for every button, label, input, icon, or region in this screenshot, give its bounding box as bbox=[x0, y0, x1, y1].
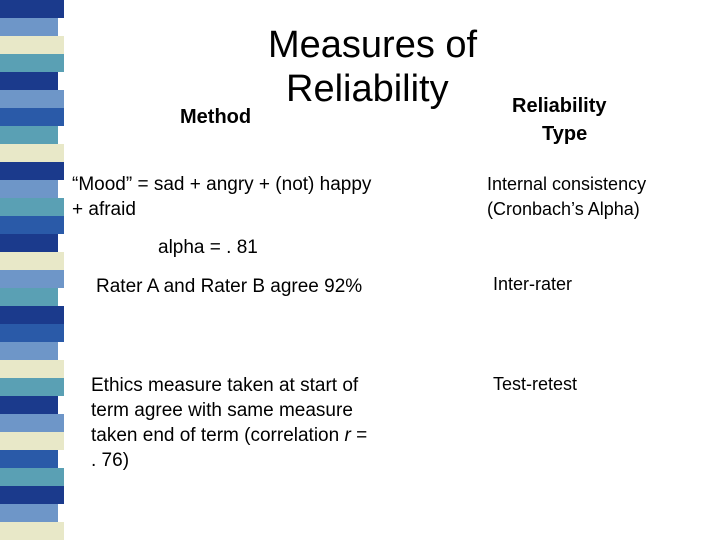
row1-alpha-note: alpha = . 81 bbox=[158, 237, 258, 258]
stripe-block bbox=[0, 378, 64, 396]
stripe-block bbox=[0, 198, 64, 216]
row2-method-line1: Rater A and Rater B agree 92% bbox=[96, 276, 363, 297]
stripe-block bbox=[0, 468, 64, 486]
row3-method-line3 bbox=[91, 423, 367, 448]
stripe-block bbox=[0, 108, 64, 126]
stripe-block bbox=[0, 0, 64, 18]
stripe-block bbox=[0, 360, 64, 378]
correlation-symbol: r bbox=[344, 425, 351, 446]
row3-method-line3-end: = bbox=[350, 425, 368, 446]
slide-title-line2: Reliability bbox=[286, 68, 449, 110]
row2-type-line1: Inter-rater bbox=[493, 274, 573, 294]
stripe-block bbox=[0, 216, 64, 234]
header-reliability-type-line2: Type bbox=[542, 123, 588, 145]
stripe-block bbox=[0, 252, 64, 270]
stripe-block bbox=[0, 522, 64, 540]
stripe-block bbox=[0, 450, 58, 468]
row1-method-line2: + afraid bbox=[72, 199, 136, 220]
stripe-block bbox=[0, 126, 58, 144]
stripe-block bbox=[0, 90, 64, 108]
stripe-block bbox=[0, 144, 64, 162]
row3-type-line1: Test-retest bbox=[493, 374, 578, 394]
row3-method-line1: Ethics measure taken at start of bbox=[91, 375, 359, 396]
slide-title-line1: Measures of bbox=[268, 24, 478, 66]
row1-type-line1: Internal consistency bbox=[487, 174, 647, 194]
stripe-block bbox=[0, 54, 64, 72]
stripe-block bbox=[0, 342, 58, 360]
row3-method-line4: . 76) bbox=[91, 450, 130, 471]
stripe-block bbox=[0, 18, 58, 36]
stripe-block bbox=[0, 414, 64, 432]
stripe-block bbox=[0, 270, 64, 288]
stripe-block bbox=[0, 432, 64, 450]
stripe-block bbox=[0, 180, 58, 198]
row1-type-line2: (Cronbach’s Alpha) bbox=[487, 199, 640, 219]
stripe-block bbox=[0, 504, 58, 522]
decorative-stripe bbox=[0, 0, 64, 540]
stripe-block bbox=[0, 234, 58, 252]
row1-method-line1: “Mood” = sad + angry + (not) happy bbox=[72, 174, 372, 195]
stripe-block bbox=[0, 162, 64, 180]
stripe-block bbox=[0, 72, 58, 90]
stripe-block bbox=[0, 324, 64, 342]
stripe-block bbox=[0, 36, 64, 54]
row3-method-line3-text: taken end of term (correlation bbox=[91, 425, 345, 446]
row3-method-line2: term agree with same measure bbox=[91, 400, 353, 421]
header-reliability-type-line1: Reliability bbox=[512, 95, 607, 117]
stripe-block bbox=[0, 486, 64, 504]
stripe-block bbox=[0, 306, 64, 324]
stripe-block bbox=[0, 288, 58, 306]
header-method: Method bbox=[180, 106, 252, 128]
stripe-block bbox=[0, 396, 58, 414]
